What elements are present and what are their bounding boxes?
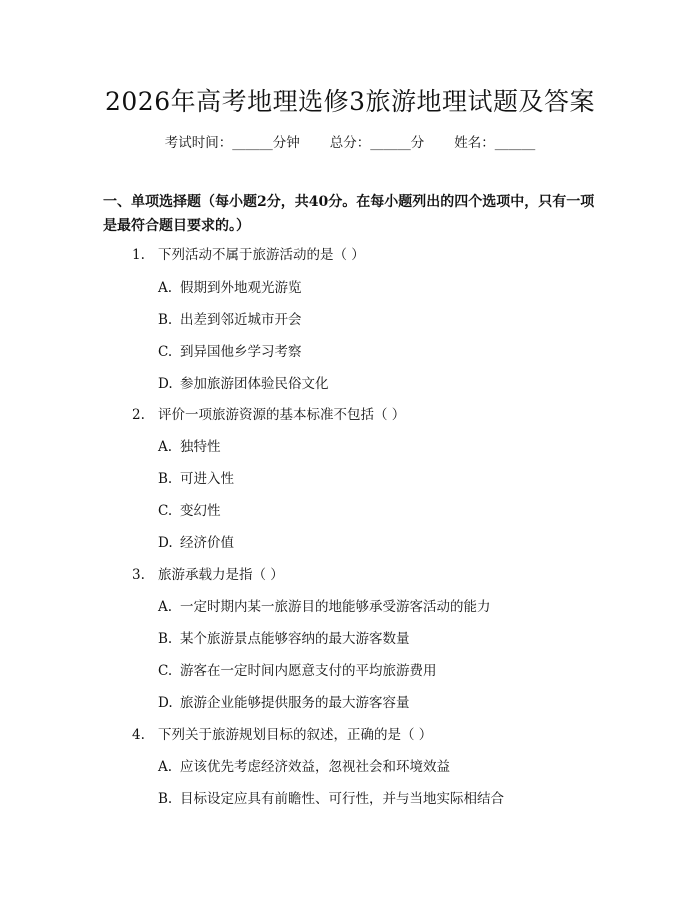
option-item [158, 499, 221, 519]
option-item [158, 787, 504, 807]
question-2 [132, 403, 405, 423]
option-letter: B. [158, 631, 173, 647]
question-4 [132, 723, 432, 743]
option-text: 目标设定应具有前瞻性、可行性，并与当地实际相结合 [180, 791, 504, 807]
option-text: 独特性 [180, 439, 221, 455]
section-heading: 一、单项选择题（每小题2分，共40分。在每小题列出的四个选项中，只有一项是最符合题目要求的。） [103, 194, 595, 234]
question-text: 旅游承载力是指（ ） [158, 567, 284, 583]
option-letter: A. [158, 280, 173, 296]
question-1 [132, 243, 365, 263]
question-3 [132, 563, 284, 583]
question-number: 4. [132, 727, 145, 743]
question-number: 1. [132, 247, 145, 263]
page-title: 2026年高考地理选修3旅游地理试题及答案 [104, 87, 596, 116]
question-number: 2. [132, 407, 145, 423]
option-text: 变幻性 [180, 503, 221, 519]
option-letter: B. [158, 471, 173, 487]
option-letter: B. [158, 312, 173, 328]
option-text: 某个旅游景点能够容纳的最大游客数量 [180, 631, 410, 647]
option-text: 旅游企业能够提供服务的最大游客容量 [180, 695, 410, 711]
option-item [158, 531, 234, 551]
option-letter: C. [158, 344, 173, 360]
option-text: 经济价值 [180, 535, 234, 551]
option-item [158, 467, 234, 487]
option-letter: A. [158, 439, 173, 455]
exam-meta [0, 131, 700, 151]
question-number: 3. [132, 567, 145, 583]
student-name-field: 姓名：______ [454, 135, 536, 151]
option-item [158, 276, 302, 296]
option-item [158, 755, 450, 775]
option-letter: D. [158, 695, 173, 711]
option-letter: B. [158, 791, 173, 807]
option-item [158, 595, 491, 615]
option-letter: C. [158, 663, 173, 679]
option-text: 应该优先考虑经济效益，忽视社会和环境效益 [180, 759, 450, 775]
option-letter: C. [158, 503, 173, 519]
option-text: 参加旅游团体验民俗文化 [180, 376, 329, 392]
option-letter: D. [158, 376, 173, 392]
option-text: 假期到外地观光游览 [180, 280, 302, 296]
option-text: 一定时期内某一旅游目的地能够承受游客活动的能力 [180, 599, 491, 615]
exam-time-field: 考试时间：______分钟 [164, 135, 300, 151]
option-item [158, 340, 302, 360]
option-letter: A. [158, 759, 173, 775]
option-item [158, 435, 221, 455]
question-text: 下列关于旅游规划目标的叙述，正确的是（ ） [158, 727, 433, 743]
option-item [158, 691, 410, 711]
option-item [158, 659, 437, 679]
option-text: 游客在一定时间内愿意支付的平均旅游费用 [180, 663, 437, 679]
option-item [158, 627, 410, 647]
question-text: 评价一项旅游资源的基本标准不包括（ ） [158, 407, 406, 423]
option-item [158, 372, 329, 392]
option-text: 可进入性 [180, 471, 234, 487]
option-text: 出差到邻近城市开会 [180, 312, 302, 328]
total-score-field: 总分：______分 [329, 135, 425, 151]
option-letter: D. [158, 535, 173, 551]
question-text: 下列活动不属于旅游活动的是（ ） [158, 247, 365, 263]
option-item [158, 308, 302, 328]
option-text: 到异国他乡学习考察 [180, 344, 302, 360]
option-letter: A. [158, 599, 173, 615]
